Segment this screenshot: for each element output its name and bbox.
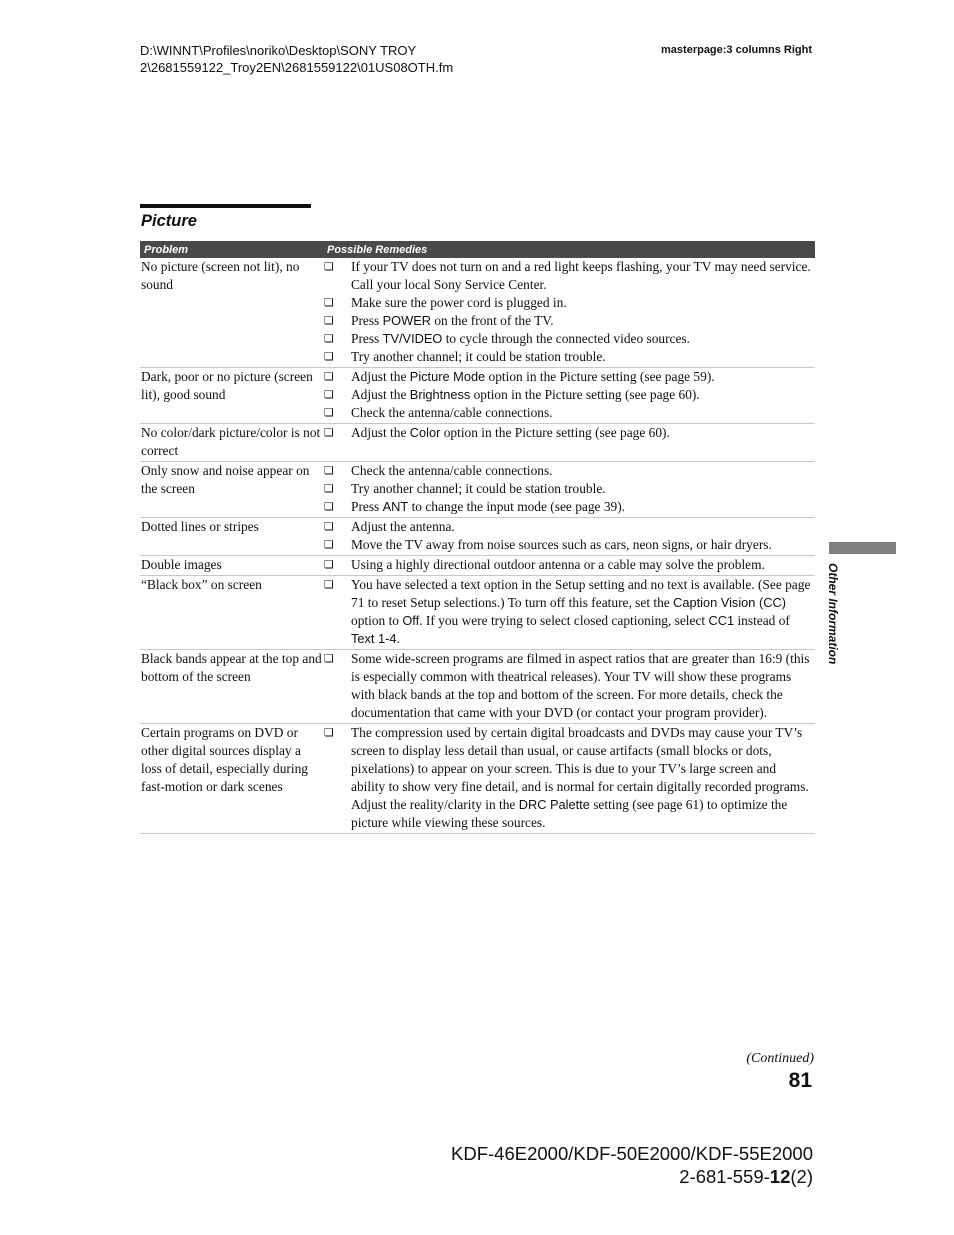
- remedy-text: [351, 330, 815, 348]
- setting-name: Text 1-4: [351, 631, 397, 646]
- code-bold: 12: [769, 1166, 791, 1187]
- setting-name: CC1: [708, 613, 735, 628]
- remedy-text-part: Make sure the power cord is plugged in.: [351, 295, 567, 310]
- problem-cell: No picture (screen not lit), no sound: [141, 259, 300, 292]
- table-row: [140, 462, 815, 518]
- table-row: [140, 368, 815, 424]
- table-row: [140, 576, 815, 650]
- remedy-item: [324, 424, 815, 442]
- setting-name: ANT: [382, 499, 409, 514]
- checkbox-bullet-icon: [324, 498, 351, 516]
- remedy-item: [324, 386, 815, 404]
- problem-cell: Double images: [141, 557, 222, 572]
- table-row: [140, 518, 815, 556]
- remedy-text-part: Adjust the: [351, 369, 410, 384]
- checkbox-bullet-icon: [324, 258, 351, 294]
- checkbox-bullet-icon: [324, 724, 351, 832]
- remedy-text-part: Press: [351, 499, 383, 514]
- remedy-text-part: Adjust the antenna.: [351, 519, 455, 534]
- side-tab-label: Other Information: [826, 563, 840, 665]
- remedy-item: [324, 404, 815, 422]
- checkbox-bullet-icon: [324, 480, 351, 498]
- page-number: 81: [788, 1069, 812, 1092]
- section-rule: [140, 204, 311, 208]
- model-block: [451, 1142, 813, 1188]
- remedy-text-part: option in the Picture setting (see page 60).: [440, 425, 670, 440]
- remedy-item: [324, 556, 815, 574]
- file-path-line-1: D:\WINNT\Profiles\noriko\Desktop\SONY TROY: [140, 43, 417, 58]
- checkbox-bullet-icon: [324, 518, 351, 536]
- table-row: [140, 556, 815, 576]
- problem-cell: Only snow and noise appear on the screen: [141, 463, 310, 496]
- remedy-item: [324, 462, 815, 480]
- remedies-cell: [324, 368, 815, 423]
- checkbox-bullet-icon: [324, 330, 351, 348]
- remedy-item: [324, 576, 815, 648]
- remedy-text-part: Adjust the: [351, 425, 410, 440]
- remedy-item: [324, 294, 815, 312]
- remedy-item: [324, 258, 815, 294]
- problem-cell: “Black box” on screen: [141, 577, 262, 592]
- remedy-text: [351, 480, 815, 498]
- remedies-cell: [324, 556, 815, 575]
- remedy-item: [324, 536, 815, 554]
- remedy-item: [324, 724, 815, 832]
- remedy-text-part: .: [396, 631, 400, 646]
- checkbox-bullet-icon: [324, 462, 351, 480]
- remedy-text: [351, 294, 815, 312]
- table-row: [140, 258, 815, 368]
- remedy-text: [351, 312, 815, 330]
- remedies-cell: [324, 518, 815, 555]
- table-row: [140, 424, 815, 462]
- remedy-text: [351, 556, 815, 574]
- remedies-cell: [324, 650, 815, 723]
- remedy-text-part: instead of: [734, 613, 790, 628]
- remedy-item: [324, 518, 815, 536]
- checkbox-bullet-icon: [324, 294, 351, 312]
- problem-cell: Black bands appear at the top and bottom of the screen: [141, 651, 322, 684]
- remedy-text: [351, 368, 815, 386]
- remedy-text-part: . If you were trying to select closed captioning, select: [419, 613, 709, 628]
- remedy-item: [324, 480, 815, 498]
- remedy-text-part: setting (see page 61) to optimize the picture while viewing these sources.: [351, 797, 788, 830]
- remedies-cell: [324, 576, 815, 649]
- remedy-text-part: option in the Picture setting (see page 60).: [470, 387, 700, 402]
- code-prefix: 2-681-559-: [679, 1166, 770, 1187]
- file-path-line-2: 2\2681559122_Troy2EN\2681559122\01US08OTH.fm: [140, 60, 454, 75]
- remedy-text-part: If your TV does not turn on and a red light keeps flashing, your TV may need service. Call your local Sony Service Center.: [351, 259, 811, 292]
- remedy-text-part: You have selected a text option in the Setup setting and no text is available. (See page 71 to reset Setup selections.) To turn off this feature, set the: [351, 577, 811, 610]
- table-header: [140, 241, 815, 258]
- remedy-text: [351, 404, 815, 422]
- problem-cell: Dark, poor or no picture (screen lit), good sound: [141, 369, 313, 402]
- remedy-text-part: to change the input mode (see page 39).: [408, 499, 626, 514]
- remedy-text-part: Try another channel; it could be station trouble.: [351, 349, 606, 364]
- checkbox-bullet-icon: [324, 404, 351, 422]
- problem-cell: Certain programs on DVD or other digital sources display a loss of detail, especially during fast-motion or dark scenes: [141, 725, 308, 794]
- remedy-text-part: Check the antenna/cable connections.: [351, 463, 553, 478]
- remedy-text-part: Check the antenna/cable connections.: [351, 405, 553, 420]
- remedies-cell: [324, 462, 815, 517]
- section-title: Picture: [141, 212, 197, 230]
- checkbox-bullet-icon: [324, 536, 351, 554]
- table-row: [140, 650, 815, 724]
- remedy-text: [351, 536, 815, 554]
- file-path-header: [140, 42, 560, 76]
- remedy-item: [324, 312, 815, 330]
- model-numbers: KDF-46E2000/KDF-50E2000/KDF-55E2000: [451, 1143, 813, 1164]
- remedy-item: [324, 498, 815, 516]
- column-header-remedies: Possible Remedies: [327, 243, 428, 256]
- remedies-cell: [324, 724, 815, 833]
- checkbox-bullet-icon: [324, 368, 351, 386]
- table-body: [140, 258, 815, 834]
- problem-cell: Dotted lines or stripes: [141, 519, 259, 534]
- setting-name: Brightness: [409, 387, 471, 402]
- problem-cell: No color/dark picture/color is not correct: [141, 425, 321, 458]
- remedy-item: [324, 650, 815, 722]
- troubleshooting-table: [140, 241, 815, 834]
- setting-name: TV/VIDEO: [382, 331, 443, 346]
- checkbox-bullet-icon: [324, 386, 351, 404]
- remedy-text-part: Press: [351, 331, 383, 346]
- remedy-text-part: Press: [351, 313, 383, 328]
- remedy-item: [324, 368, 815, 386]
- remedy-text-part: Adjust the: [351, 387, 410, 402]
- checkbox-bullet-icon: [324, 556, 351, 574]
- remedy-text: [351, 576, 815, 648]
- remedy-text-part: option in the Picture setting (see page 59).: [485, 369, 715, 384]
- column-header-problem: Problem: [144, 243, 189, 256]
- checkbox-bullet-icon: [324, 348, 351, 366]
- remedy-text: [351, 498, 815, 516]
- checkbox-bullet-icon: [324, 312, 351, 330]
- setting-name: Picture Mode: [409, 369, 486, 384]
- checkbox-bullet-icon: [324, 650, 351, 722]
- remedy-text: [351, 348, 815, 366]
- setting-name: Off: [402, 613, 420, 628]
- remedy-text: [351, 258, 815, 294]
- table-row: [140, 724, 815, 834]
- remedy-text: [351, 462, 815, 480]
- setting-name: Caption Vision (CC): [673, 595, 786, 610]
- remedies-cell: [324, 258, 815, 367]
- remedy-text-part: Using a highly directional outdoor antenna or a cable may solve the problem.: [351, 557, 765, 572]
- remedy-text-part: on the front of the TV.: [430, 313, 554, 328]
- remedy-text-part: Move the TV away from noise sources such as cars, neon signs, or hair dryers.: [351, 537, 772, 552]
- side-tab-bar: [829, 542, 896, 554]
- remedy-text: [351, 650, 815, 722]
- remedy-text: [351, 518, 815, 536]
- remedy-text-part: Try another channel; it could be station trouble.: [351, 481, 606, 496]
- remedy-text: [351, 424, 815, 442]
- remedy-text-part: to cycle through the connected video sources.: [442, 331, 691, 346]
- setting-name: DRC Palette: [518, 797, 590, 812]
- remedy-text-part: Some wide-screen programs are filmed in aspect ratios that are greater than 16:9 (this is especially common with theatrical releases). Your TV will show these programs with black bands at the top and bottom of the screen. For more details, check the documentation that came with your DVD (or contact your program provider).: [351, 651, 810, 720]
- code-suffix: (2): [790, 1166, 813, 1187]
- continued-note: (Continued): [746, 1051, 814, 1066]
- document-code: [451, 1165, 813, 1188]
- remedy-text-part: option to: [351, 613, 403, 628]
- remedy-item: [324, 330, 815, 348]
- checkbox-bullet-icon: [324, 424, 351, 442]
- masterpage-label: masterpage:3 columns Right: [661, 44, 812, 56]
- checkbox-bullet-icon: [324, 576, 351, 648]
- setting-name: Color: [409, 425, 441, 440]
- remedy-text: [351, 724, 815, 832]
- remedy-text: [351, 386, 815, 404]
- remedy-text-part: The compression used by certain digital broadcasts and DVDs may cause your TV’s screen to display less detail than usual, or cause artifacts (small blocks or dots, pixelations) to appear on your screen. This is due to your TV’s large screen and ability to show very fine detail, and is normal for certain digitally recorded programs. Adjust the reality/clarity in the: [351, 725, 809, 812]
- remedy-item: [324, 348, 815, 366]
- setting-name: POWER: [382, 313, 431, 328]
- remedies-cell: [324, 424, 815, 461]
